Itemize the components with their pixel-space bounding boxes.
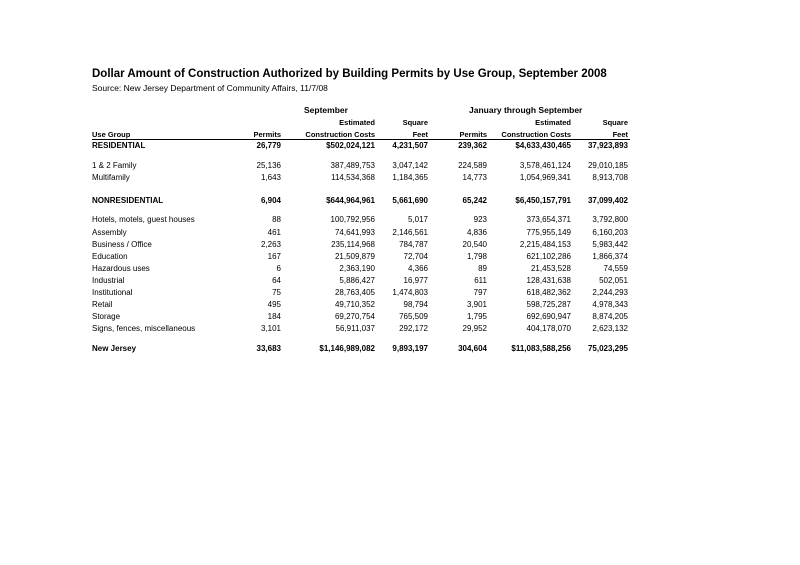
header-square-ytd: Square xyxy=(602,118,628,127)
cell-ytd-costs: 621,102,286 xyxy=(526,252,571,261)
row-label: 1 & 2 Family xyxy=(92,161,137,170)
header-feet-sep: Feet xyxy=(412,130,428,139)
cell-sep-permits: 88 xyxy=(272,215,281,224)
row-label: Multifamily xyxy=(92,173,130,182)
report-source: Source: New Jersey Department of Community Affairs, 11/7/08 xyxy=(92,83,328,93)
cell-ytd-permits: 611 xyxy=(474,276,487,285)
header-estimated-ytd: Estimated xyxy=(535,118,571,127)
cell-sep-feet: 2,146,561 xyxy=(392,228,428,237)
cell-sep-costs: 21,509,879 xyxy=(334,252,375,261)
table-row xyxy=(92,312,630,323)
header-feet-ytd: Feet xyxy=(612,130,628,139)
cell-sep-feet: 4,366 xyxy=(407,264,428,273)
cell-sep-permits: 6,904 xyxy=(260,196,281,205)
cell-ytd-costs: 1,054,969,341 xyxy=(519,173,571,182)
cell-sep-costs: $644,964,961 xyxy=(326,196,375,205)
row-label: Business / Office xyxy=(92,240,152,249)
header-use-group: Use Group xyxy=(92,130,131,139)
cell-sep-feet: 5,661,690 xyxy=(392,196,428,205)
cell-sep-feet: 292,172 xyxy=(399,324,428,333)
cell-ytd-feet: 2,623,132 xyxy=(592,324,628,333)
cell-ytd-permits: 797 xyxy=(473,288,487,297)
cell-ytd-feet: 3,792,800 xyxy=(592,215,628,224)
table-row xyxy=(92,276,630,287)
cell-ytd-costs: 3,578,461,124 xyxy=(519,161,571,170)
cell-ytd-costs: 2,215,484,153 xyxy=(519,240,571,249)
cell-sep-permits: 495 xyxy=(267,300,281,309)
cell-sep-feet: 16,977 xyxy=(403,276,428,285)
header-permits-ytd: Permits xyxy=(459,130,487,139)
row-label: New Jersey xyxy=(92,344,137,353)
table-row xyxy=(92,288,630,299)
cell-sep-costs: $1,146,989,082 xyxy=(319,344,375,353)
cell-ytd-feet: 8,874,205 xyxy=(592,312,628,321)
row-label: Hazardous uses xyxy=(92,264,150,273)
cell-sep-costs: $502,024,121 xyxy=(326,141,375,150)
cell-sep-permits: 33,683 xyxy=(256,344,281,353)
table-row xyxy=(92,264,630,275)
header-estimated-sep: Estimated xyxy=(339,118,375,127)
cell-ytd-feet: 29,010,185 xyxy=(587,161,628,170)
row-label: Retail xyxy=(92,300,113,309)
cell-sep-feet: 784,787 xyxy=(399,240,428,249)
cell-ytd-permits: 14,773 xyxy=(462,173,487,182)
cell-ytd-costs: 373,654,371 xyxy=(526,215,571,224)
cell-sep-costs: 28,763,405 xyxy=(334,288,375,297)
cell-sep-permits: 3,101 xyxy=(260,324,281,333)
cell-sep-costs: 69,270,754 xyxy=(334,312,375,321)
cell-sep-permits: 26,779 xyxy=(256,141,281,150)
cell-ytd-feet: 37,099,402 xyxy=(587,196,628,205)
cell-ytd-permits: 89 xyxy=(478,264,487,273)
header-costs-sep: Construction Costs xyxy=(305,130,375,139)
cell-sep-feet: 765,509 xyxy=(399,312,428,321)
row-label: Signs, fences, miscellaneous xyxy=(92,324,196,333)
cell-ytd-costs: 128,431,638 xyxy=(526,276,571,285)
cell-sep-feet: 98,794 xyxy=(403,300,428,309)
cell-ytd-feet: 5,983,442 xyxy=(592,240,628,249)
row-label: Industrial xyxy=(92,276,125,285)
cell-ytd-costs: 598,725,287 xyxy=(526,300,571,309)
header-september: September xyxy=(304,105,348,115)
cell-ytd-costs: 692,690,947 xyxy=(526,312,571,321)
cell-ytd-permits: 65,242 xyxy=(462,196,487,205)
cell-sep-permits: 64 xyxy=(272,276,281,285)
cell-ytd-costs: $11,083,588,256 xyxy=(511,344,571,353)
cell-ytd-permits: 3,901 xyxy=(466,300,487,309)
cell-sep-feet: 5,017 xyxy=(407,215,428,224)
row-label: Storage xyxy=(92,312,121,321)
row-label: Education xyxy=(92,252,128,261)
cell-ytd-permits: 1,795 xyxy=(466,312,487,321)
cell-ytd-feet: 74,559 xyxy=(603,264,628,273)
cell-ytd-feet: 75,023,295 xyxy=(587,344,628,353)
cell-sep-permits: 184 xyxy=(267,312,281,321)
cell-ytd-permits: 304,604 xyxy=(458,344,487,353)
cell-ytd-costs: 21,453,528 xyxy=(530,264,571,273)
cell-sep-costs: 235,114,968 xyxy=(331,240,375,249)
row-label: Institutional xyxy=(92,288,133,297)
header-rule xyxy=(92,139,630,140)
table-row xyxy=(92,300,630,311)
cell-ytd-permits: 1,798 xyxy=(466,252,487,261)
cell-ytd-feet: 8,913,708 xyxy=(592,173,628,182)
cell-sep-permits: 167 xyxy=(267,252,281,261)
cell-ytd-costs: $6,450,157,791 xyxy=(515,196,571,205)
cell-ytd-permits: 239,362 xyxy=(458,141,487,150)
cell-sep-permits: 461 xyxy=(267,228,281,237)
table-row xyxy=(92,173,630,184)
header-square-sep: Square xyxy=(402,118,428,127)
cell-sep-permits: 75 xyxy=(272,288,281,297)
cell-ytd-feet: 6,160,203 xyxy=(592,228,628,237)
cell-ytd-feet: 2,244,293 xyxy=(592,288,628,297)
header-permits-sep: Permits xyxy=(253,130,281,139)
table-row xyxy=(92,141,630,152)
cell-sep-feet: 9,893,197 xyxy=(392,344,428,353)
cell-sep-permits: 1,643 xyxy=(260,173,281,182)
cell-sep-permits: 2,263 xyxy=(260,240,281,249)
report-title: Dollar Amount of Construction Authorized by Building Permits by Use Group, September 2008 xyxy=(92,68,607,80)
cell-sep-costs: 114,534,368 xyxy=(331,173,375,182)
cell-sep-costs: 100,792,956 xyxy=(330,215,375,224)
cell-sep-costs: 5,886,427 xyxy=(339,276,375,285)
header-costs-ytd: Construction Costs xyxy=(501,130,571,139)
cell-sep-feet: 3,047,142 xyxy=(392,161,428,170)
cell-ytd-permits: 29,952 xyxy=(462,324,487,333)
table-row xyxy=(92,228,630,239)
cell-sep-costs: 74,641,993 xyxy=(334,228,375,237)
row-label: Assembly xyxy=(92,228,127,237)
cell-ytd-feet: 4,978,343 xyxy=(592,300,628,309)
cell-ytd-costs: 775,955,149 xyxy=(526,228,571,237)
cell-sep-permits: 6 xyxy=(276,264,281,273)
cell-ytd-feet: 502,051 xyxy=(599,276,628,285)
cell-ytd-costs: $4,633,430,465 xyxy=(515,141,571,150)
cell-sep-costs: 49,710,352 xyxy=(334,300,375,309)
table-row xyxy=(92,252,630,263)
table-row xyxy=(92,344,630,355)
table-row xyxy=(92,240,630,251)
cell-sep-costs: 56,911,037 xyxy=(335,324,375,333)
table-row xyxy=(92,196,630,207)
table-row xyxy=(92,324,630,335)
cell-ytd-permits: 20,540 xyxy=(462,240,487,249)
cell-ytd-feet: 1,866,374 xyxy=(592,252,628,261)
cell-sep-feet: 1,184,365 xyxy=(392,173,428,182)
table-row xyxy=(92,161,630,172)
cell-sep-feet: 72,704 xyxy=(403,252,428,261)
row-label: NONRESIDENTIAL xyxy=(92,196,164,205)
cell-sep-feet: 4,231,507 xyxy=(392,141,428,150)
cell-sep-permits: 25,136 xyxy=(256,161,281,170)
cell-ytd-costs: 618,482,362 xyxy=(526,288,571,297)
header-ytd: January through September xyxy=(469,105,583,115)
table-row xyxy=(92,215,630,226)
cell-sep-feet: 1,474,803 xyxy=(392,288,428,297)
cell-ytd-costs: 404,178,070 xyxy=(526,324,571,333)
cell-ytd-permits: 224,589 xyxy=(458,161,487,170)
cell-sep-costs: 387,489,753 xyxy=(330,161,375,170)
cell-ytd-permits: 4,836 xyxy=(466,228,487,237)
row-label: RESIDENTIAL xyxy=(92,141,146,150)
cell-ytd-permits: 923 xyxy=(473,215,487,224)
cell-sep-costs: 2,363,190 xyxy=(339,264,375,273)
row-label: Hotels, motels, guest houses xyxy=(92,215,195,224)
cell-ytd-feet: 37,923,893 xyxy=(587,141,628,150)
